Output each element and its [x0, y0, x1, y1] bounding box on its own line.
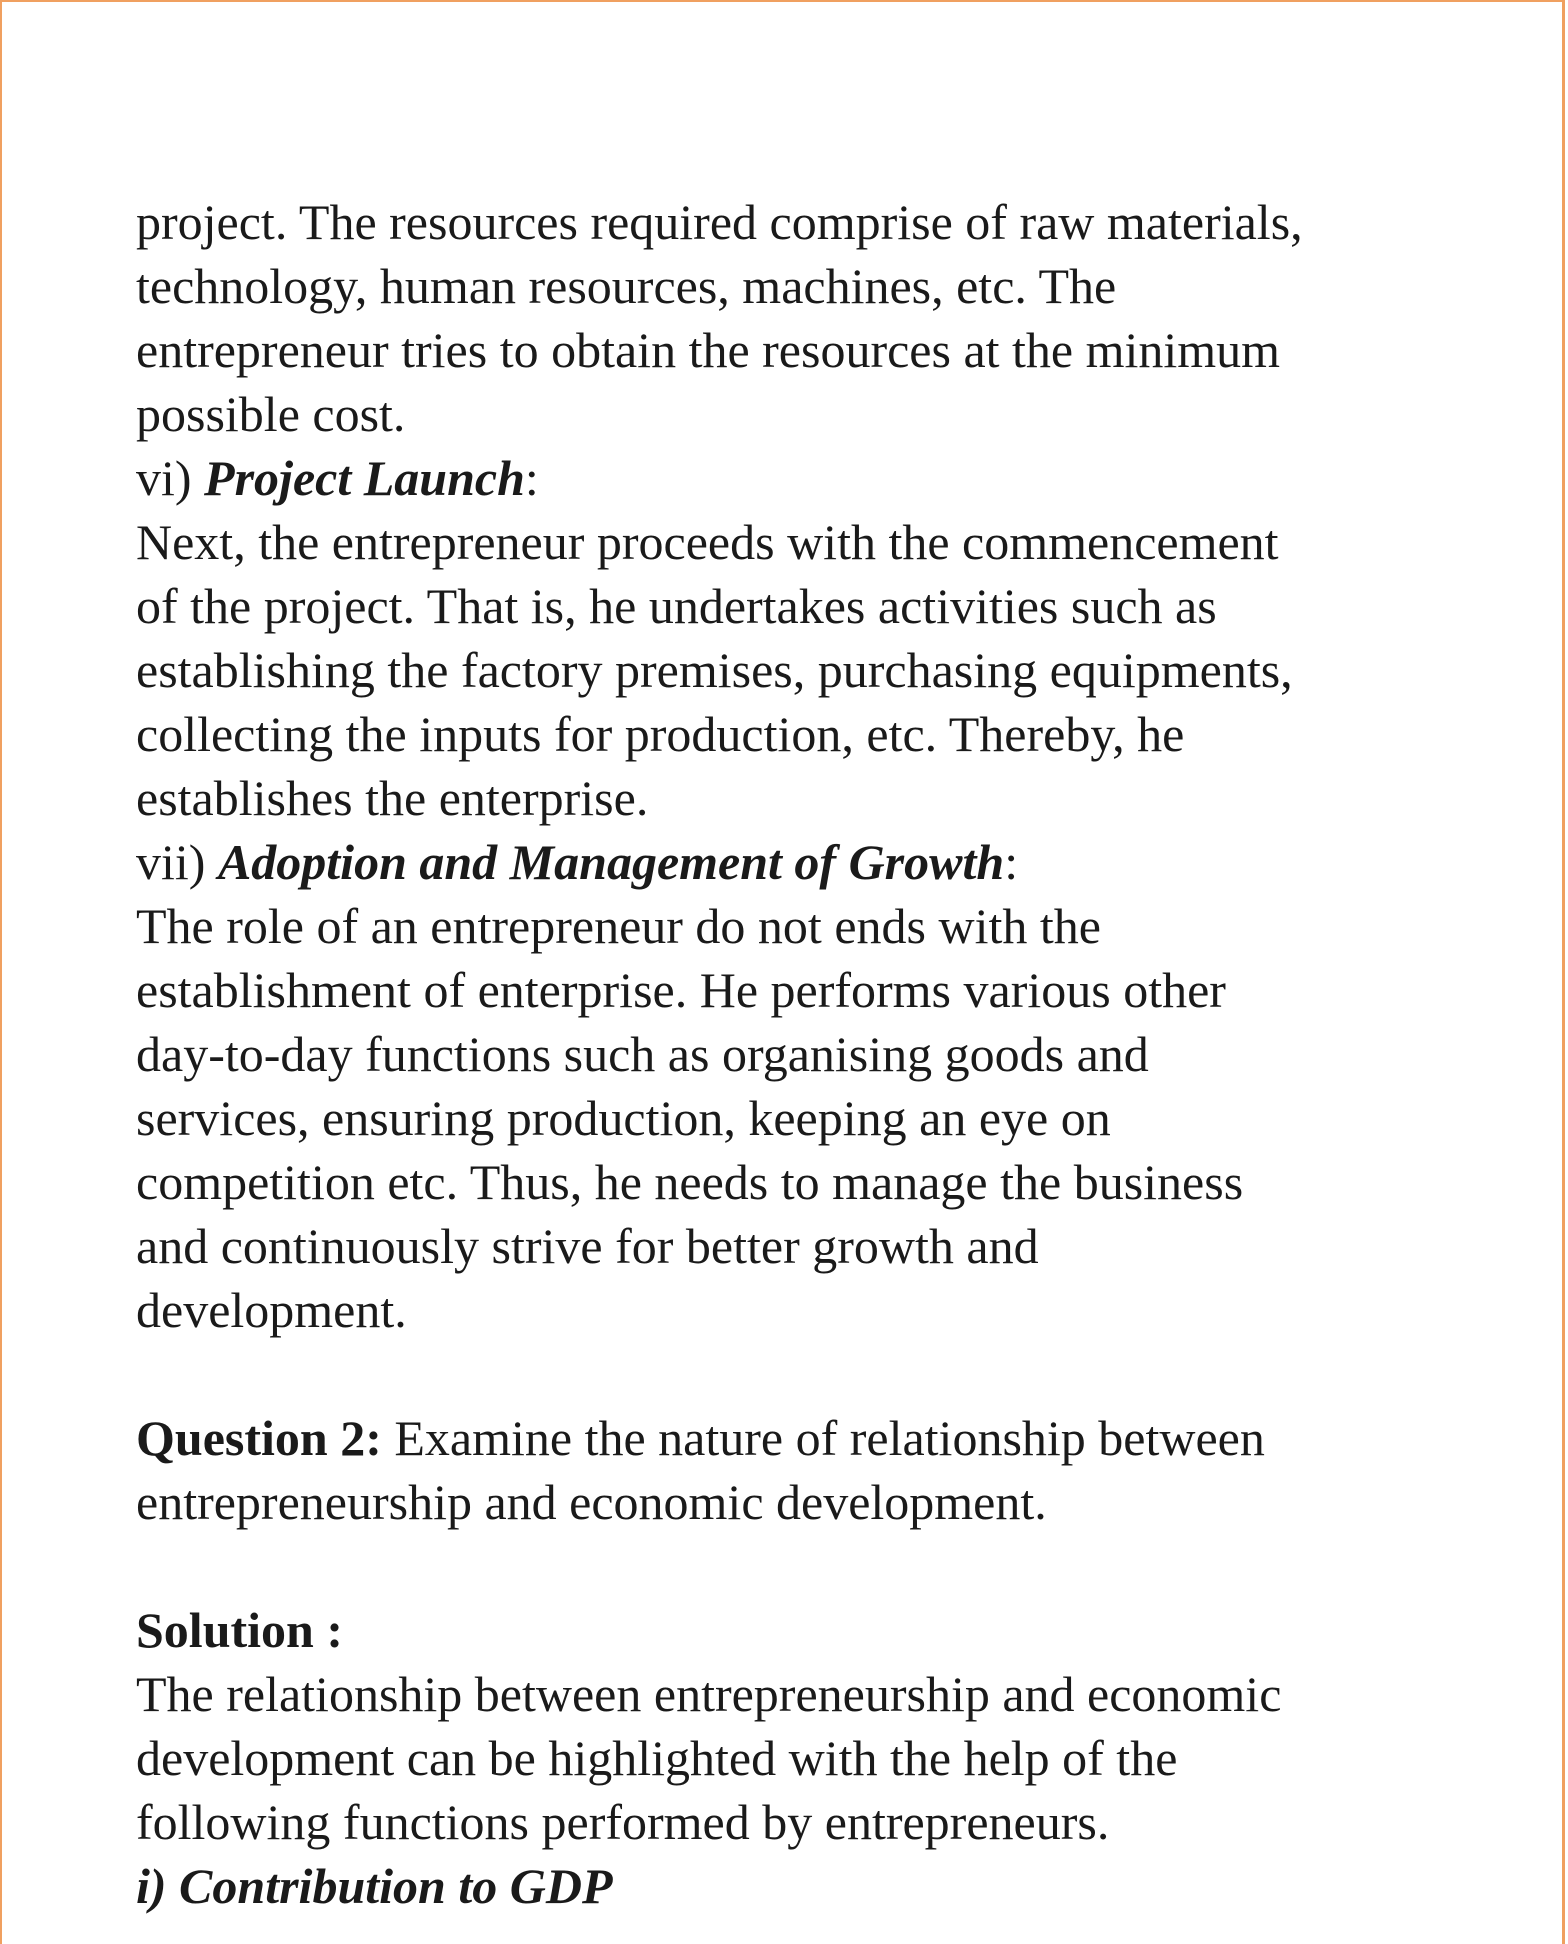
- solution: [136, 1598, 1466, 1918]
- question-text: Examine the nature of relationship between: [381, 1410, 1265, 1466]
- paragraph-line: collecting the inputs for production, etc. Thereby, he: [136, 706, 1185, 762]
- paragraph-line: establishes the enterprise.: [136, 770, 649, 826]
- item-title: Adoption and Management of Growth: [217, 834, 1005, 890]
- item-vii-heading: [136, 830, 1466, 894]
- paragraph-line: day-to-day functions such as organising goods and: [136, 1026, 1149, 1082]
- item-colon: :: [524, 450, 539, 506]
- item-colon: :: [1004, 834, 1019, 890]
- question-line: entrepreneurship and economic development.: [136, 1474, 1047, 1530]
- paragraph-line: development.: [136, 1282, 407, 1338]
- page-content: [136, 190, 1466, 1918]
- paragraph-line: competition etc. Thus, he needs to manage the business: [136, 1154, 1244, 1210]
- paragraph-line: technology, human resources, machines, etc. The: [136, 258, 1117, 314]
- paragraph-line: entrepreneur tries to obtain the resources at the minimum: [136, 322, 1281, 378]
- item-number: vii): [136, 834, 218, 890]
- item-number: vi): [136, 450, 205, 506]
- paragraph-line: of the project. That is, he undertakes activities such as: [136, 578, 1217, 634]
- question-2: [136, 1406, 1466, 1534]
- paragraph-line: establishment of enterprise. He performs various other: [136, 962, 1226, 1018]
- paragraph-line: services, ensuring production, keeping an eye on: [136, 1090, 1111, 1146]
- paragraph-line: The relationship between entrepreneurship and economic: [136, 1666, 1282, 1722]
- paragraph-line: following functions performed by entrepreneurs.: [136, 1794, 1110, 1850]
- solution-label: Solution :: [136, 1602, 344, 1658]
- solution-subheading: i) Contribution to GDP: [136, 1858, 613, 1914]
- paragraph-line: Next, the entrepreneur proceeds with the commencement: [136, 514, 1279, 570]
- item-vii: [136, 830, 1466, 1342]
- paragraph-line: and continuously strive for better growth and: [136, 1218, 1039, 1274]
- item-vi: [136, 446, 1466, 830]
- section-v-tail: [136, 190, 1466, 446]
- paragraph-line: project. The resources required comprise of raw materials,: [136, 194, 1303, 250]
- question-label: Question 2:: [136, 1410, 382, 1466]
- item-vi-heading: [136, 446, 1466, 510]
- paragraph-line: development can be highlighted with the help of the: [136, 1730, 1178, 1786]
- spacer: [136, 1534, 1466, 1598]
- paragraph-line: establishing the factory premises, purchasing equipments,: [136, 642, 1293, 698]
- item-title: Project Launch: [204, 450, 525, 506]
- paragraph-line: The role of an entrepreneur do not ends with the: [136, 898, 1101, 954]
- paragraph-line: possible cost.: [136, 386, 406, 442]
- spacer: [136, 1342, 1466, 1406]
- question-line: [136, 1406, 1466, 1470]
